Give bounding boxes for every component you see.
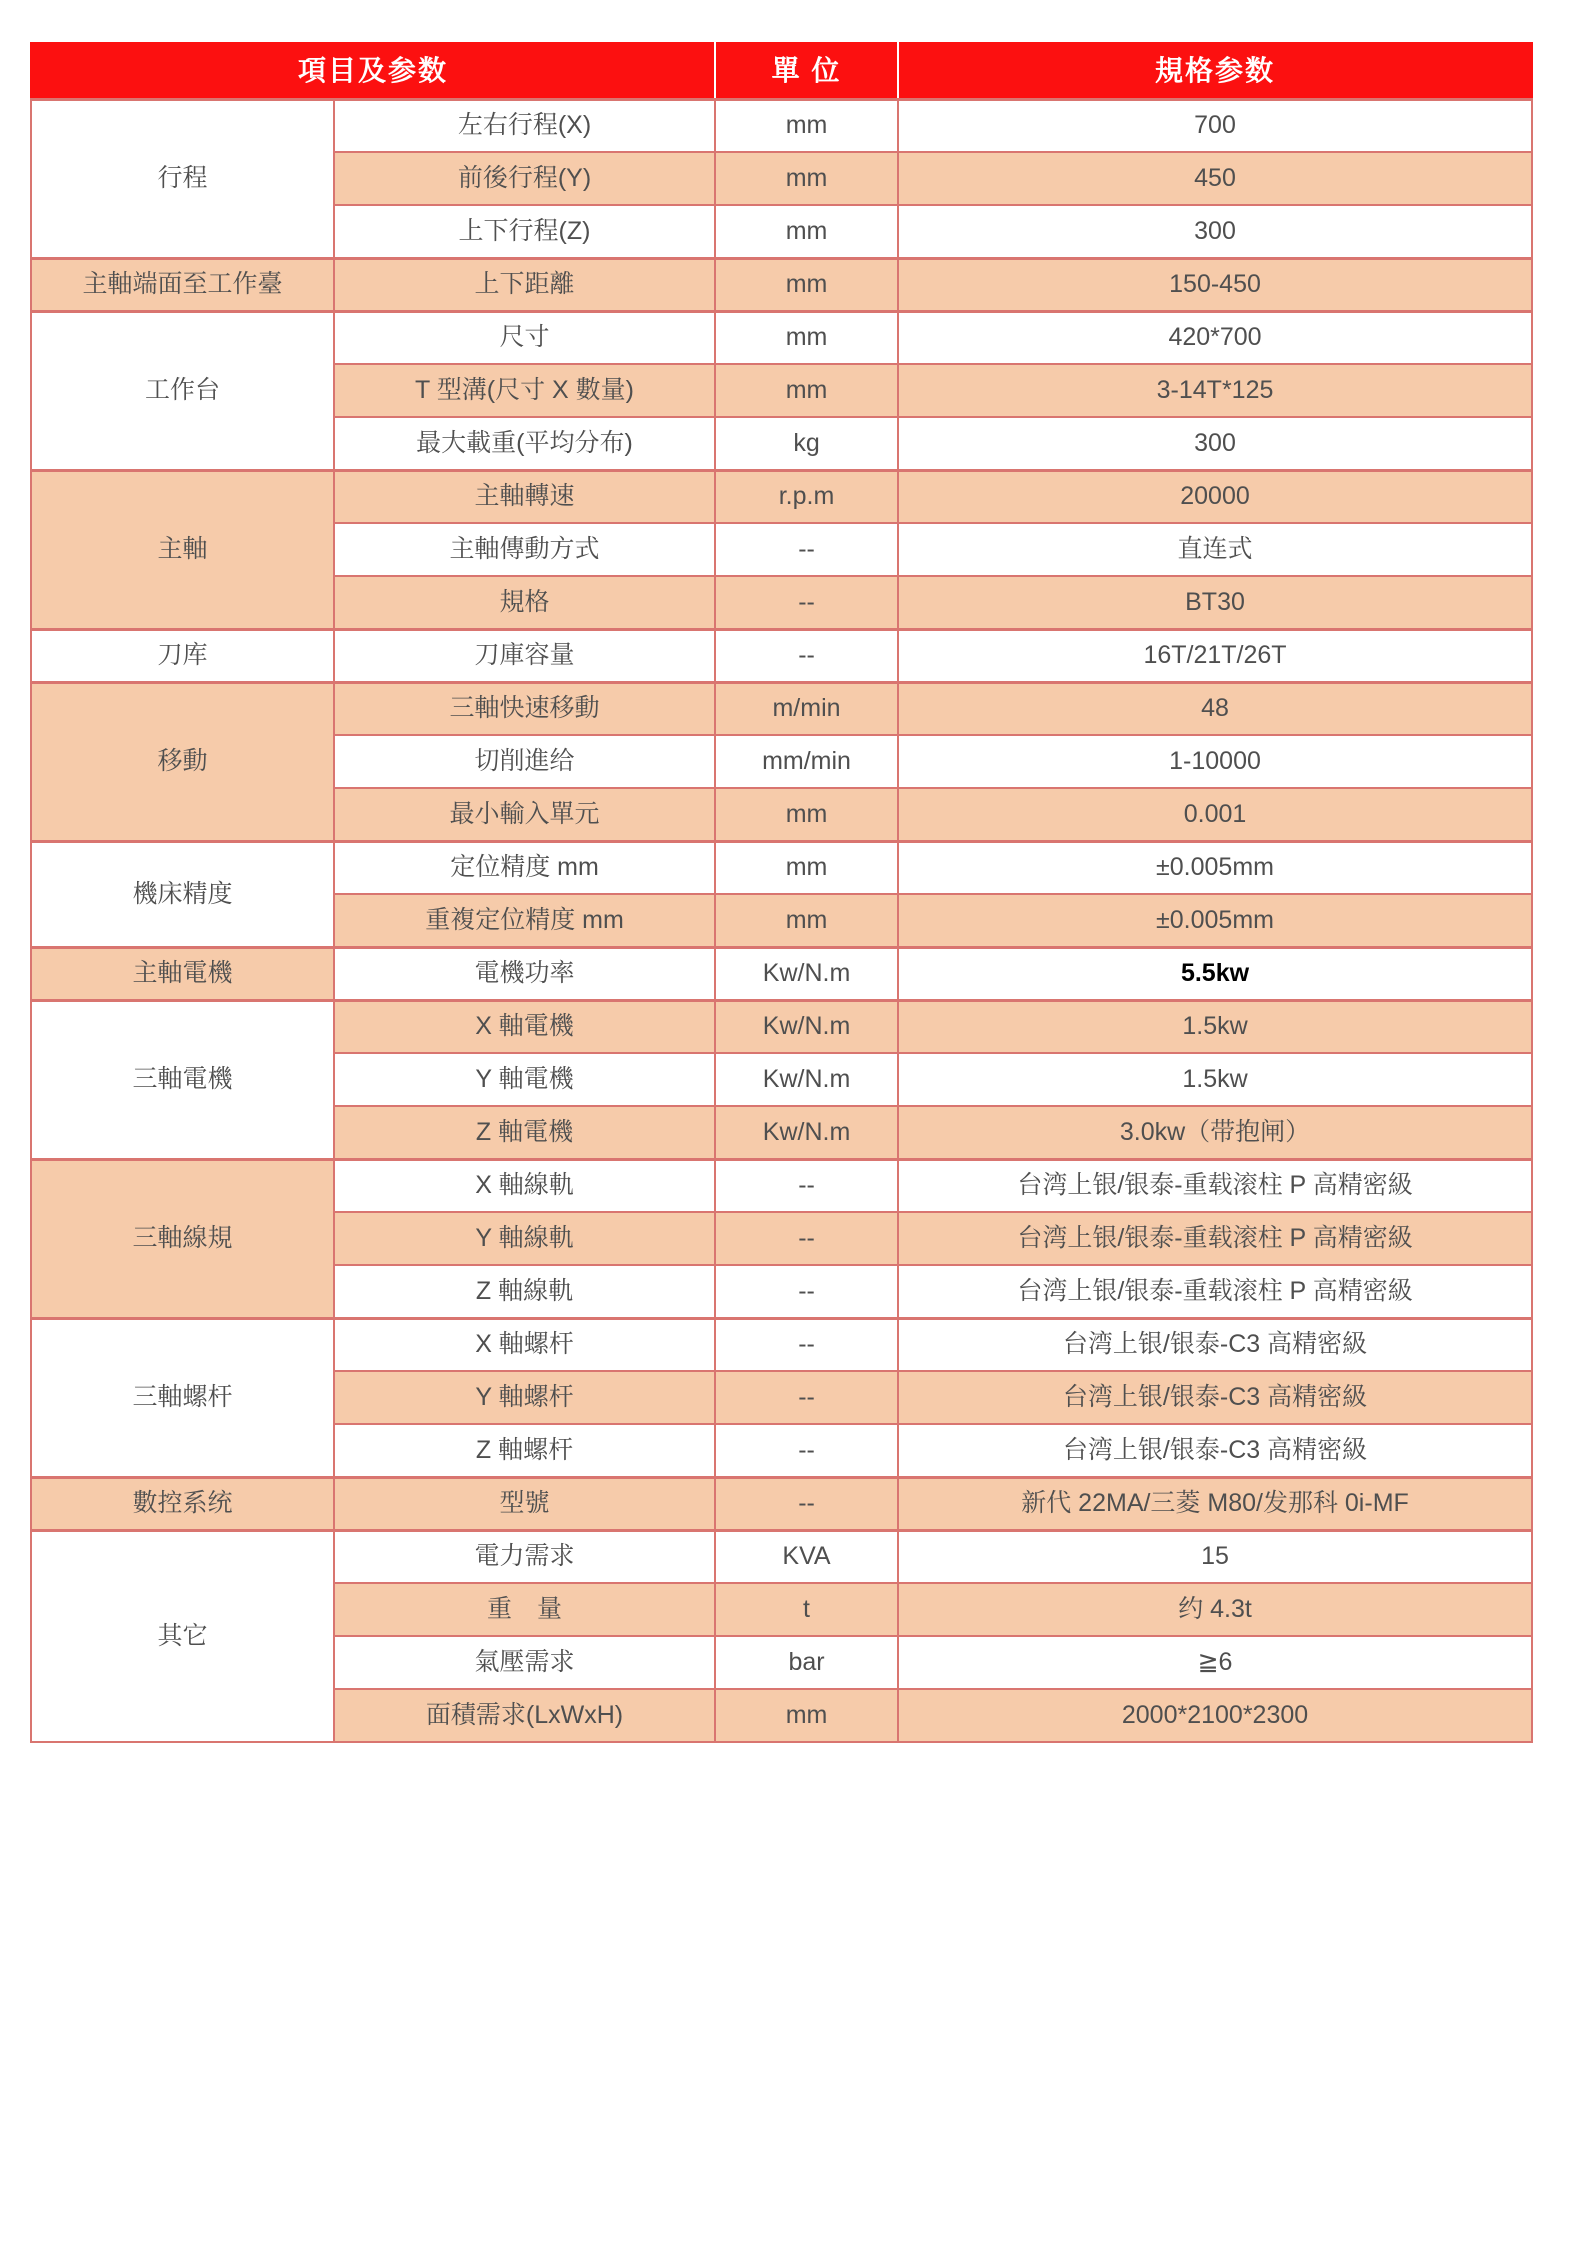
category-cell: 三軸螺杆 [31,1318,334,1477]
item-cell: 刀庫容量 [334,629,715,682]
value-cell: 1.5kw [898,1053,1532,1106]
item-cell: 三軸快速移動 [334,682,715,735]
category-cell: 工作台 [31,311,334,470]
item-cell: 尺寸 [334,311,715,364]
unit-cell: bar [715,1636,898,1689]
item-cell: Z 軸線軌 [334,1265,715,1318]
value-cell: 700 [898,99,1532,152]
value-cell: 16T/21T/26T [898,629,1532,682]
value-cell: 150-450 [898,258,1532,311]
value-cell: 台湾上银/银泰-C3 高精密級 [898,1371,1532,1424]
item-cell: 主軸轉速 [334,470,715,523]
value-cell: 300 [898,417,1532,470]
table-row [31,99,1532,152]
item-cell: Y 軸線軌 [334,1212,715,1265]
item-cell: X 軸線軌 [334,1159,715,1212]
item-cell: 上下行程(Z) [334,205,715,258]
unit-cell: t [715,1583,898,1636]
unit-cell: Kw/N.m [715,1000,898,1053]
category-cell: 三軸線規 [31,1159,334,1318]
value-cell: 台湾上银/银泰-重载滚柱 P 高精密級 [898,1212,1532,1265]
unit-cell: mm [715,841,898,894]
value-cell: 直连式 [898,523,1532,576]
item-cell: 重 量 [334,1583,715,1636]
item-cell: 重複定位精度 mm [334,894,715,947]
unit-cell: -- [715,1318,898,1371]
unit-cell: mm [715,258,898,311]
table-row [31,841,1532,894]
table-row [31,470,1532,523]
table-row [31,311,1532,364]
item-cell: 切削進给 [334,735,715,788]
unit-cell: KVA [715,1530,898,1583]
value-cell: 1.5kw [898,1000,1532,1053]
table-row [31,947,1532,1000]
unit-cell: -- [715,576,898,629]
unit-cell: mm [715,311,898,364]
item-cell: 上下距離 [334,258,715,311]
value-cell: 3.0kw（带抱闸） [898,1106,1532,1159]
category-cell: 數控系统 [31,1477,334,1530]
item-cell: 主軸傳動方式 [334,523,715,576]
value-cell: 5.5kw [898,947,1532,1000]
item-cell: Y 軸電機 [334,1053,715,1106]
table-row [31,629,1532,682]
table-row [31,1477,1532,1530]
value-cell: ≧6 [898,1636,1532,1689]
category-cell: 主軸電機 [31,947,334,1000]
value-cell: ±0.005mm [898,894,1532,947]
value-cell: 台湾上银/银泰-C3 高精密級 [898,1318,1532,1371]
table-row [31,1530,1532,1583]
item-cell: 電力需求 [334,1530,715,1583]
item-cell: X 軸螺杆 [334,1318,715,1371]
value-cell: 15 [898,1530,1532,1583]
category-cell: 刀库 [31,629,334,682]
item-cell: Z 軸螺杆 [334,1424,715,1477]
item-cell: 規格 [334,576,715,629]
unit-cell: -- [715,1212,898,1265]
unit-cell: mm [715,364,898,417]
unit-cell: kg [715,417,898,470]
value-cell: 1-10000 [898,735,1532,788]
unit-cell: mm [715,1689,898,1742]
header-spec-params: 規格参数 [898,43,1532,99]
unit-cell: Kw/N.m [715,947,898,1000]
value-cell: 台湾上银/银泰-重载滚柱 P 高精密級 [898,1159,1532,1212]
value-cell: 台湾上银/银泰-重载滚柱 P 高精密級 [898,1265,1532,1318]
item-cell: 型號 [334,1477,715,1530]
unit-cell: -- [715,1159,898,1212]
category-cell: 機床精度 [31,841,334,947]
unit-cell: -- [715,1424,898,1477]
item-cell: 最小輸入單元 [334,788,715,841]
table-row [31,682,1532,735]
value-cell: 台湾上银/银泰-C3 高精密級 [898,1424,1532,1477]
table-row [31,258,1532,311]
table-header [31,43,1532,99]
table-row [31,1000,1532,1053]
value-cell: 300 [898,205,1532,258]
unit-cell: -- [715,1265,898,1318]
item-cell: 左右行程(X) [334,99,715,152]
table-row [31,1318,1532,1371]
unit-cell: Kw/N.m [715,1106,898,1159]
unit-cell: r.p.m [715,470,898,523]
unit-cell: mm [715,788,898,841]
value-cell: 20000 [898,470,1532,523]
item-cell: Y 軸螺杆 [334,1371,715,1424]
value-cell: 420*700 [898,311,1532,364]
header-unit: 單 位 [715,43,898,99]
header-row [31,43,1532,99]
item-cell: 面積需求(LxWxH) [334,1689,715,1742]
unit-cell: mm [715,99,898,152]
unit-cell: mm [715,152,898,205]
unit-cell: mm [715,894,898,947]
category-cell: 三軸電機 [31,1000,334,1159]
value-cell: 3-14T*125 [898,364,1532,417]
value-cell: 0.001 [898,788,1532,841]
unit-cell: -- [715,523,898,576]
unit-cell: mm [715,205,898,258]
header-items-and-params: 項目及参数 [31,43,715,99]
value-cell: BT30 [898,576,1532,629]
unit-cell: m/min [715,682,898,735]
item-cell: 前後行程(Y) [334,152,715,205]
item-cell: 氣壓需求 [334,1636,715,1689]
item-cell: Z 軸電機 [334,1106,715,1159]
item-cell: 定位精度 mm [334,841,715,894]
item-cell: X 軸電機 [334,1000,715,1053]
value-cell: 48 [898,682,1532,735]
value-cell: 约 4.3t [898,1583,1532,1636]
table-body [31,99,1532,1742]
machine-spec-table [30,42,1533,1743]
unit-cell: -- [715,1477,898,1530]
category-cell: 其它 [31,1530,334,1742]
value-cell: 新代 22MA/三菱 M80/发那科 0i-MF [898,1477,1532,1530]
unit-cell: -- [715,629,898,682]
unit-cell: -- [715,1371,898,1424]
category-cell: 主軸 [31,470,334,629]
item-cell: 最大載重(平均分布) [334,417,715,470]
item-cell: T 型溝(尺寸 X 數量) [334,364,715,417]
table-row [31,1159,1532,1212]
unit-cell: Kw/N.m [715,1053,898,1106]
unit-cell: mm/min [715,735,898,788]
item-cell: 電機功率 [334,947,715,1000]
value-cell: ±0.005mm [898,841,1532,894]
category-cell: 行程 [31,99,334,258]
category-cell: 移動 [31,682,334,841]
value-cell: 450 [898,152,1532,205]
value-cell: 2000*2100*2300 [898,1689,1532,1742]
category-cell: 主軸端面至工作臺 [31,258,334,311]
